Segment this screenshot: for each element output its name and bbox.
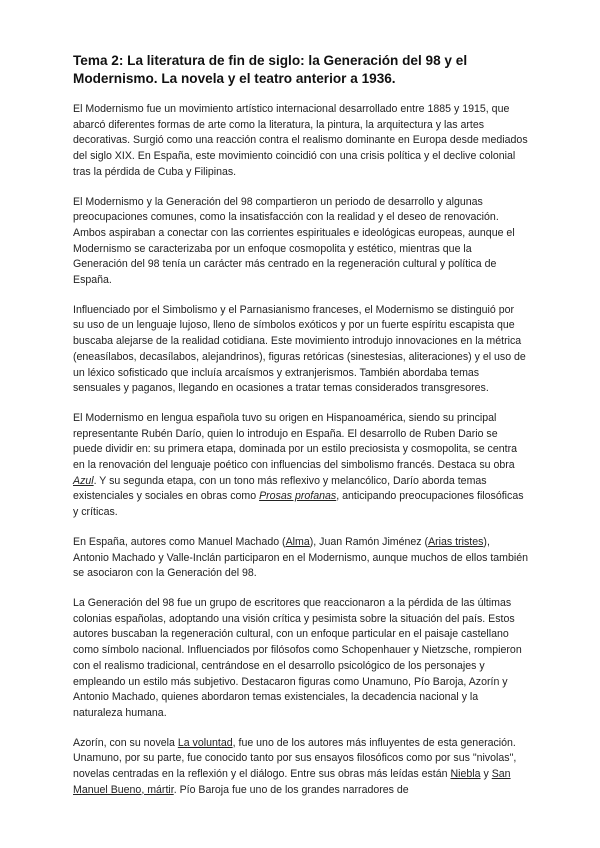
- paragraph-modernismo-intro: El Modernismo fue un movimiento artístico internacional desarrollado entre 1885 y 1915, que abarcó diferentes formas de arte como la literatura, la pintura, la arquitectura y las artes decorativas. Surgió como una reacción contra el realismo dominante en Europa desde mediados del siglo XIX. En España, este movimiento coincidió con una crisis política y el declive colonial tras la pérdida de Cuba y Filipinas.: [73, 103, 528, 178]
- text-segment: y: [480, 768, 492, 781]
- paragraph-autores-espana: [73, 535, 528, 582]
- text-segment: Azorín, con su novela: [73, 736, 178, 749]
- link-la-voluntad[interactable]: La voluntad: [177, 736, 233, 749]
- text-segment: , anticipando preocupaciones filosóficas y críticas.: [73, 490, 524, 519]
- text-segment: El Modernismo en lengua española tuvo su origen en Hispanoamérica, siendo su principal representante Rubén Darío, quien lo introdujo en España. El desarrollo de Ruben Dario se puede dividir en: su primera etapa, dominada por un estilo preciosista y cosmopolita, se centra en la renovación del lenguaje poético con influencias del simbolismo francés. Destaca su obra: [73, 411, 518, 472]
- paragraph-azorin-unamuno: [73, 736, 528, 799]
- text-segment: , fue uno de los autores más influyentes de esta generación. Unamuno, por su parte, fue conocido tanto por sus ensayos filosóficos como por sus "nivolas", novelas centradas en la reflexión y el diálogo. Entre sus obras más leídas están: [73, 736, 517, 781]
- document-title: Tema 2: La literatura de fin de siglo: la Generación del 98 y el Modernismo. La novela y el teatro anterior a 1936.: [73, 53, 468, 86]
- paragraph-simbolismo: Influenciado por el Simbolismo y el Parnasianismo franceses, el Modernismo se distinguió por su uso de un lenguaje lujoso, lleno de símbolos exóticos y por un fuerte espíritu escapista que buscaba alejarse de la realidad cotidiana. Este movimiento introdujo innovaciones en la métrica (eneasílabos, decasílabos, alejandrinos), figuras retóricas (sinestesias, aliteraciones) y el uso de un léxico sofisticado que incluía arcaísmos y extranjerismos. También abordaba temas sensuales y paganos, llegando en ocasiones a tratar temas considerados transgresores.: [73, 303, 526, 395]
- text-segment: En España, autores como Manuel Machado (: [73, 535, 286, 548]
- text-segment: ), Antonio Machado y Valle-Inclán participaron en el Modernismo, aunque muchos de ellos también se asociaron con la Generación del 98.: [73, 535, 529, 580]
- text-segment: . Pío Baroja fue uno de los grandes narradores de: [173, 783, 409, 796]
- paragraph-generacion-98: La Generación del 98 fue un grupo de escritores que reaccionaron a la pérdida de las últimas colonias españolas, adoptando una visión crítica y pesimista sobre la situación del país. Estos autores buscaban la regeneración cultural, con un enfoque particular en el paisaje castellano como símbolo nacional. Influenciados por filósofos como Schopenhauer y Nietzsche, rompieron con el realismo tradicional, centrándose en el desarrollo psicológico de los personajes y empleando un estilo más subjetivo. Destacaron figuras como Unamuno, Pío Baroja, Azorín y Antonio Machado, quienes abordaron temas existenciales, la decadencia nacional y la naturaleza humana.: [73, 596, 522, 719]
- link-prosas-profanas[interactable]: Prosas profanas: [259, 490, 337, 503]
- link-azul[interactable]: Azul: [73, 474, 94, 487]
- paragraph-ruben-dario: [73, 411, 528, 521]
- text-segment: . Y su segunda etapa, con un tono más reflexivo y melancólico, Darío aborda temas existenciales y sociales en obras como: [73, 474, 487, 503]
- document-page: [73, 52, 528, 812]
- link-niebla[interactable]: Niebla: [450, 768, 481, 781]
- link-san-manuel-bueno[interactable]: San Manuel Bueno, mártir: [73, 768, 511, 796]
- paragraph-modernismo-generacion: El Modernismo y la Generación del 98 compartieron un periodo de desarrollo y algunas preocupaciones comunes, como la insatisfacción con la realidad y el deseo de renovación. Ambos aspiraban a conectar con las corrientes espirituales e ideológicas europeas, aunque el Modernismo se caracterizaba por un enfoque cosmopolita y estético, mientras que la Generación del 98 tenía un carácter más centrado en la regeneración cultural y política de España.: [73, 195, 515, 287]
- link-arias-tristes[interactable]: Arias tristes: [428, 535, 484, 548]
- text-segment: ), Juan Ramón Jiménez (: [309, 535, 429, 548]
- link-alma[interactable]: Alma: [285, 535, 310, 548]
